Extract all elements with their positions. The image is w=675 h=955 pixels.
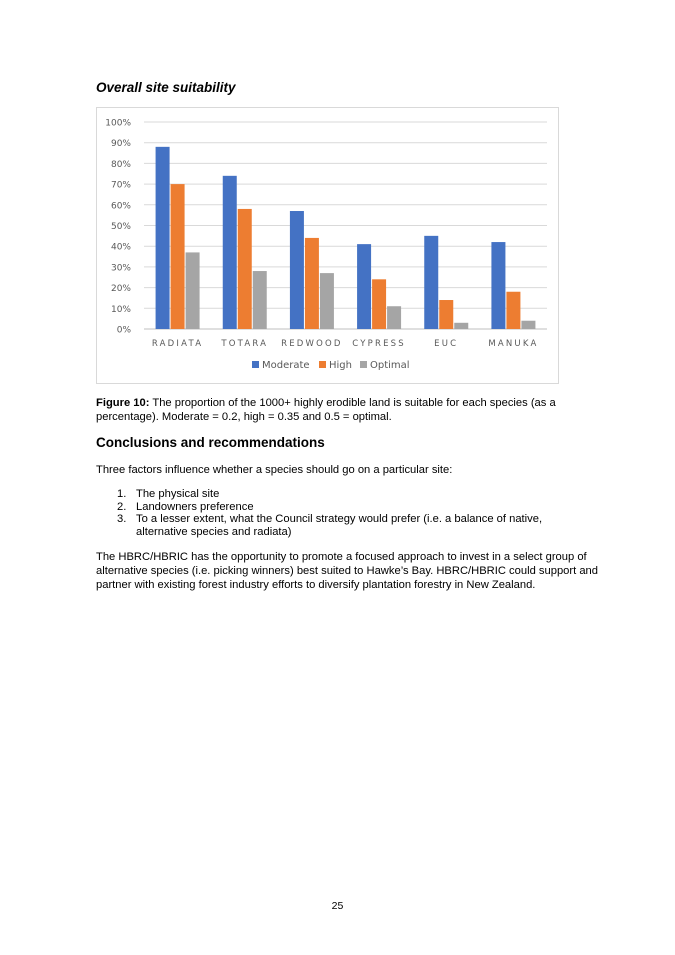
x-tick-label: EUC: [434, 339, 459, 349]
bar: [290, 211, 304, 329]
list-item-number: 1.: [117, 488, 127, 500]
conclusions-paragraph: The HBRC/HBRIC has the opportunity to promote a focused approach to invest in a select group of alternative species (i.e. picking winners) best suited to Hawke’s Bay. HBRC/HBRIC could support and partner with existing forest industry efforts to diversify plantation forestry in New Zealand.: [96, 551, 599, 591]
bar: [223, 176, 237, 329]
conclusions-intro: Three factors influence whether a species should go on a particular site:: [96, 464, 453, 476]
bar: [439, 300, 453, 329]
bar: [171, 184, 185, 329]
list-item-text: Landowners preference: [136, 500, 254, 513]
bar: [387, 306, 401, 329]
bar: [491, 242, 505, 329]
list-item-text: The physical site: [136, 488, 220, 500]
bar: [156, 147, 170, 329]
legend-swatch: [319, 361, 326, 368]
y-tick-label: 90%: [110, 139, 131, 150]
x-tick-label: REDWOOD: [281, 339, 343, 349]
legend-swatch: [360, 361, 367, 368]
figure-label: Figure 10:: [96, 397, 150, 409]
bar: [305, 238, 319, 329]
bar: [357, 244, 371, 329]
legend-label: Optimal: [370, 360, 410, 371]
y-tick-label: 40%: [110, 242, 131, 253]
bar: [521, 321, 535, 329]
bar-chart-svg: [97, 108, 560, 385]
bar: [454, 323, 468, 329]
legend-label: Moderate: [262, 360, 310, 371]
conclusions-heading: Conclusions and recommendations: [96, 435, 325, 450]
legend-label: High: [329, 360, 352, 371]
y-tick-label: 30%: [110, 263, 131, 274]
y-tick-label: 60%: [110, 201, 131, 212]
factors-list: [96, 488, 586, 538]
y-tick-label: 50%: [110, 222, 131, 232]
x-tick-label: MANUKA: [488, 339, 539, 349]
y-tick-label: 70%: [110, 180, 131, 191]
x-tick-label: TOTARA: [221, 339, 269, 349]
figure-caption: [96, 396, 586, 424]
bar: [506, 292, 520, 329]
list-item: [96, 513, 586, 538]
list-item-number: 3.: [117, 513, 127, 525]
bar: [253, 271, 267, 329]
y-tick-label: 80%: [110, 159, 131, 170]
y-tick-label: 100%: [105, 118, 131, 129]
y-tick-label: 10%: [110, 304, 131, 315]
figure-caption-text: The proportion of the 1000+ highly erodible land is suitable for each species (as a percentage). Moderate = 0.2, high = 0.35 and 0.5 = optimal.: [96, 397, 556, 423]
list-item-number: 2.: [117, 500, 127, 513]
x-tick-label: CYPRESS: [352, 339, 406, 349]
page-number: 25: [331, 900, 344, 912]
list-item: [96, 501, 586, 514]
x-tick-label: RADIATA: [151, 339, 204, 349]
bar: [320, 273, 334, 329]
legend-swatch: [252, 361, 259, 368]
section-title: Overall site suitability: [96, 80, 236, 95]
y-tick-label: 20%: [110, 284, 131, 295]
list-item: [96, 488, 586, 501]
bar: [238, 209, 252, 329]
y-tick-label: 0%: [116, 325, 131, 336]
bar: [424, 236, 438, 329]
bar: [372, 279, 386, 329]
suitability-chart: [96, 107, 559, 384]
bar: [186, 252, 200, 329]
list-item-text: To a lesser extent, what the Council strategy would prefer (i.e. a balance of native, alternative species and radiata): [136, 513, 543, 538]
